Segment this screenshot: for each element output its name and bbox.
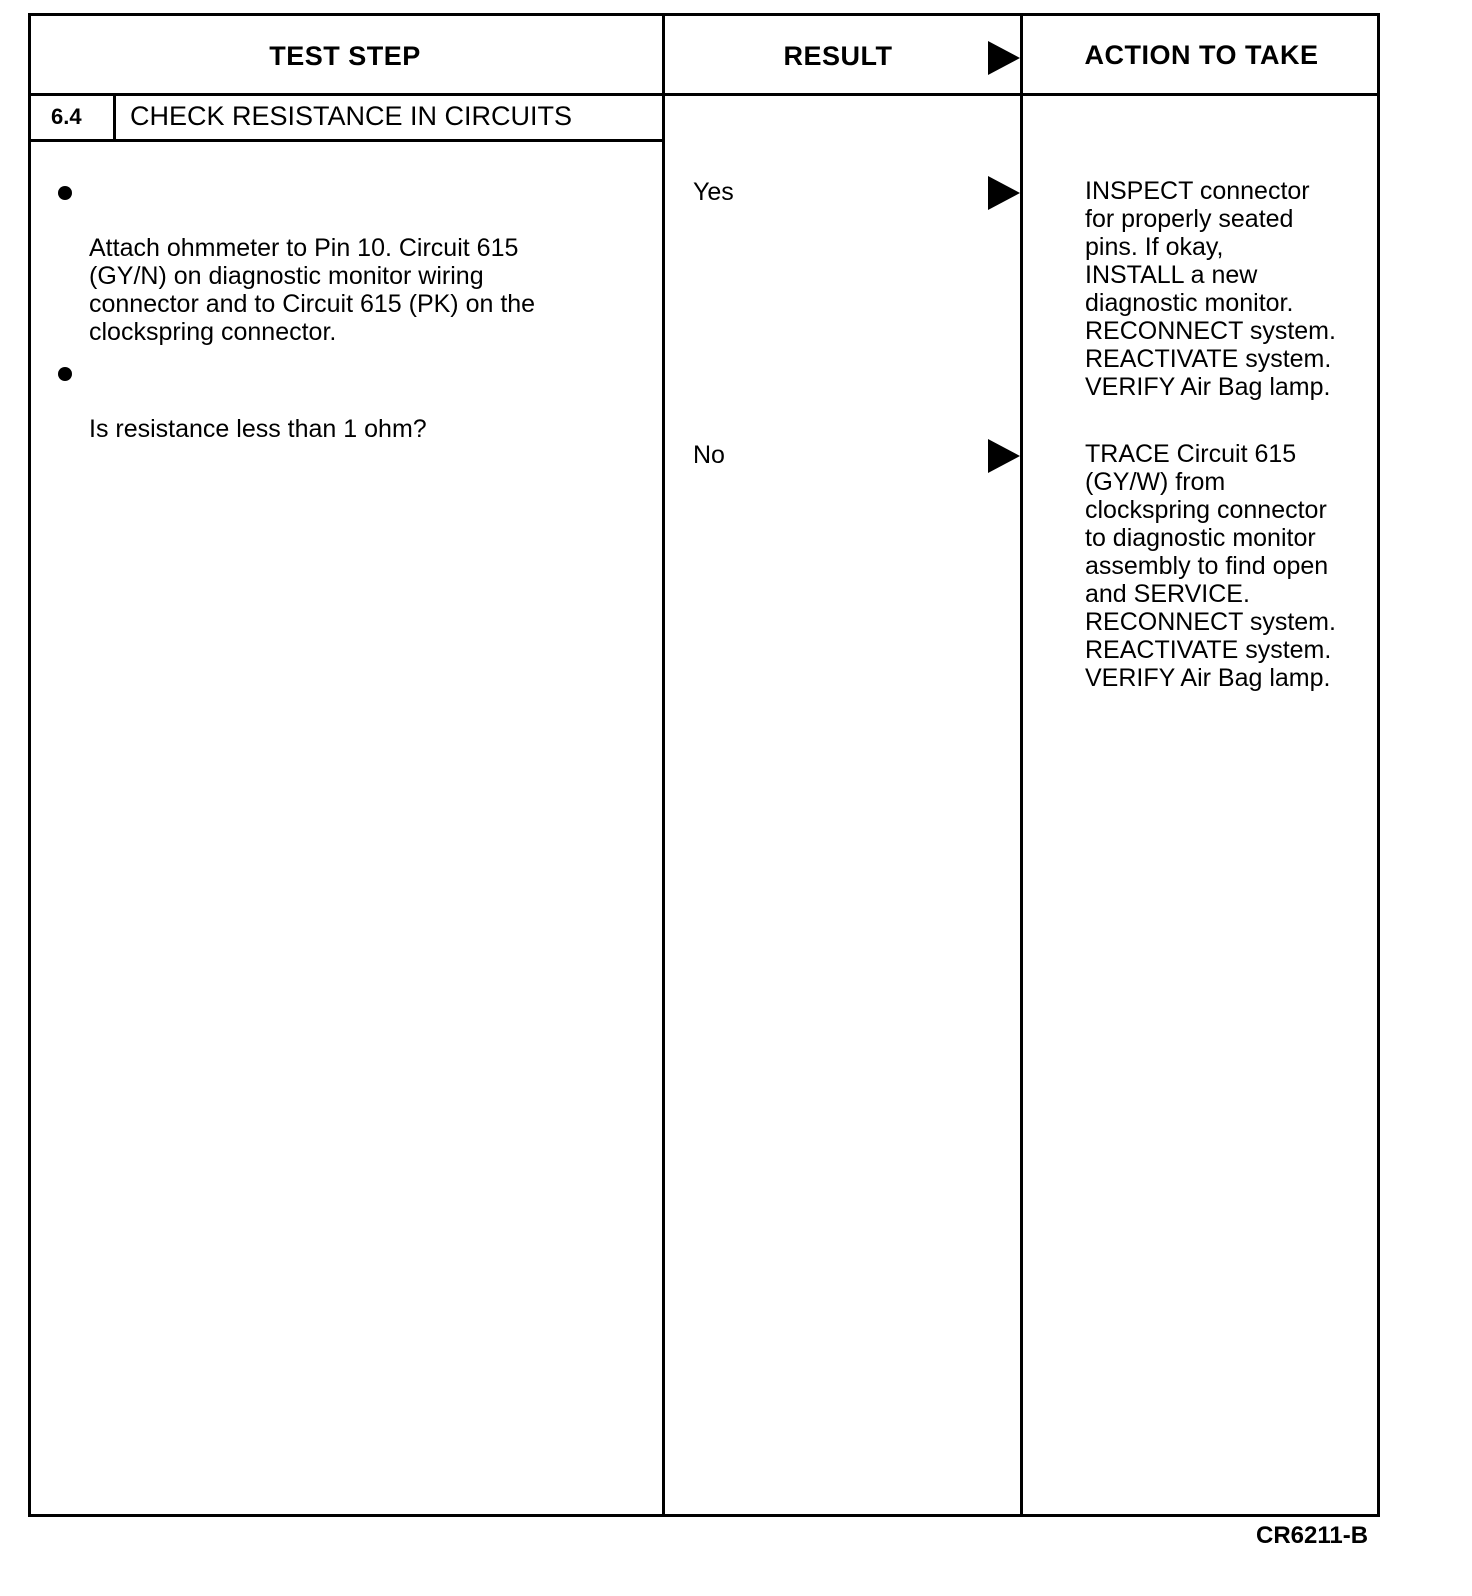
instruction-item (56, 359, 646, 443)
step-title: CHECK RESISTANCE IN CIRCUITS (130, 101, 573, 131)
step-title-divider (28, 139, 664, 142)
action-yes-text: INSPECT connector for properly seated pins. If okay, INSTALL a new diagnostic monitor. RECONNECT system. REACTIVATE system. VERIFY Air Bag lamp. (1085, 177, 1336, 401)
instruction-text: Is resistance less than 1 ohm? (89, 415, 427, 443)
figure-code: CR6211-B (1256, 1522, 1369, 1549)
action-no-text: TRACE Circuit 615 (GY/W) from clockspring connector to diagnostic monitor assembly to find open and SERVICE. RECONNECT system. REACTIVATE system. VERIFY Air Bag lamp. (1085, 440, 1336, 692)
bullet-icon (58, 186, 72, 200)
result-yes-label: Yes (693, 178, 734, 206)
bullet-icon (58, 367, 72, 381)
step-instructions (56, 178, 646, 456)
header-test-step: TEST STEP (269, 41, 421, 71)
result-yes-arrow-icon (988, 176, 1020, 210)
header-divider (28, 93, 1380, 96)
instruction-text: Attach ohmmeter to Pin 10. Circuit 615 (GY/N) on diagnostic monitor wiring connector and to Circuit 615 (PK) on the clockspring connector. (89, 234, 536, 346)
result-no-label: No (693, 441, 725, 469)
instruction-item (56, 178, 646, 346)
header-result: RESULT (783, 41, 893, 71)
step-number-divider (113, 95, 116, 140)
result-no-arrow-icon (988, 439, 1020, 473)
header-action: ACTION TO TAKE (1084, 40, 1319, 70)
column-divider-result (662, 13, 665, 1517)
column-divider-action (1020, 13, 1023, 1517)
diagnostic-table-page (28, 13, 1410, 1559)
header-arrow-icon (988, 41, 1020, 75)
step-number: 6.4 (51, 104, 82, 129)
